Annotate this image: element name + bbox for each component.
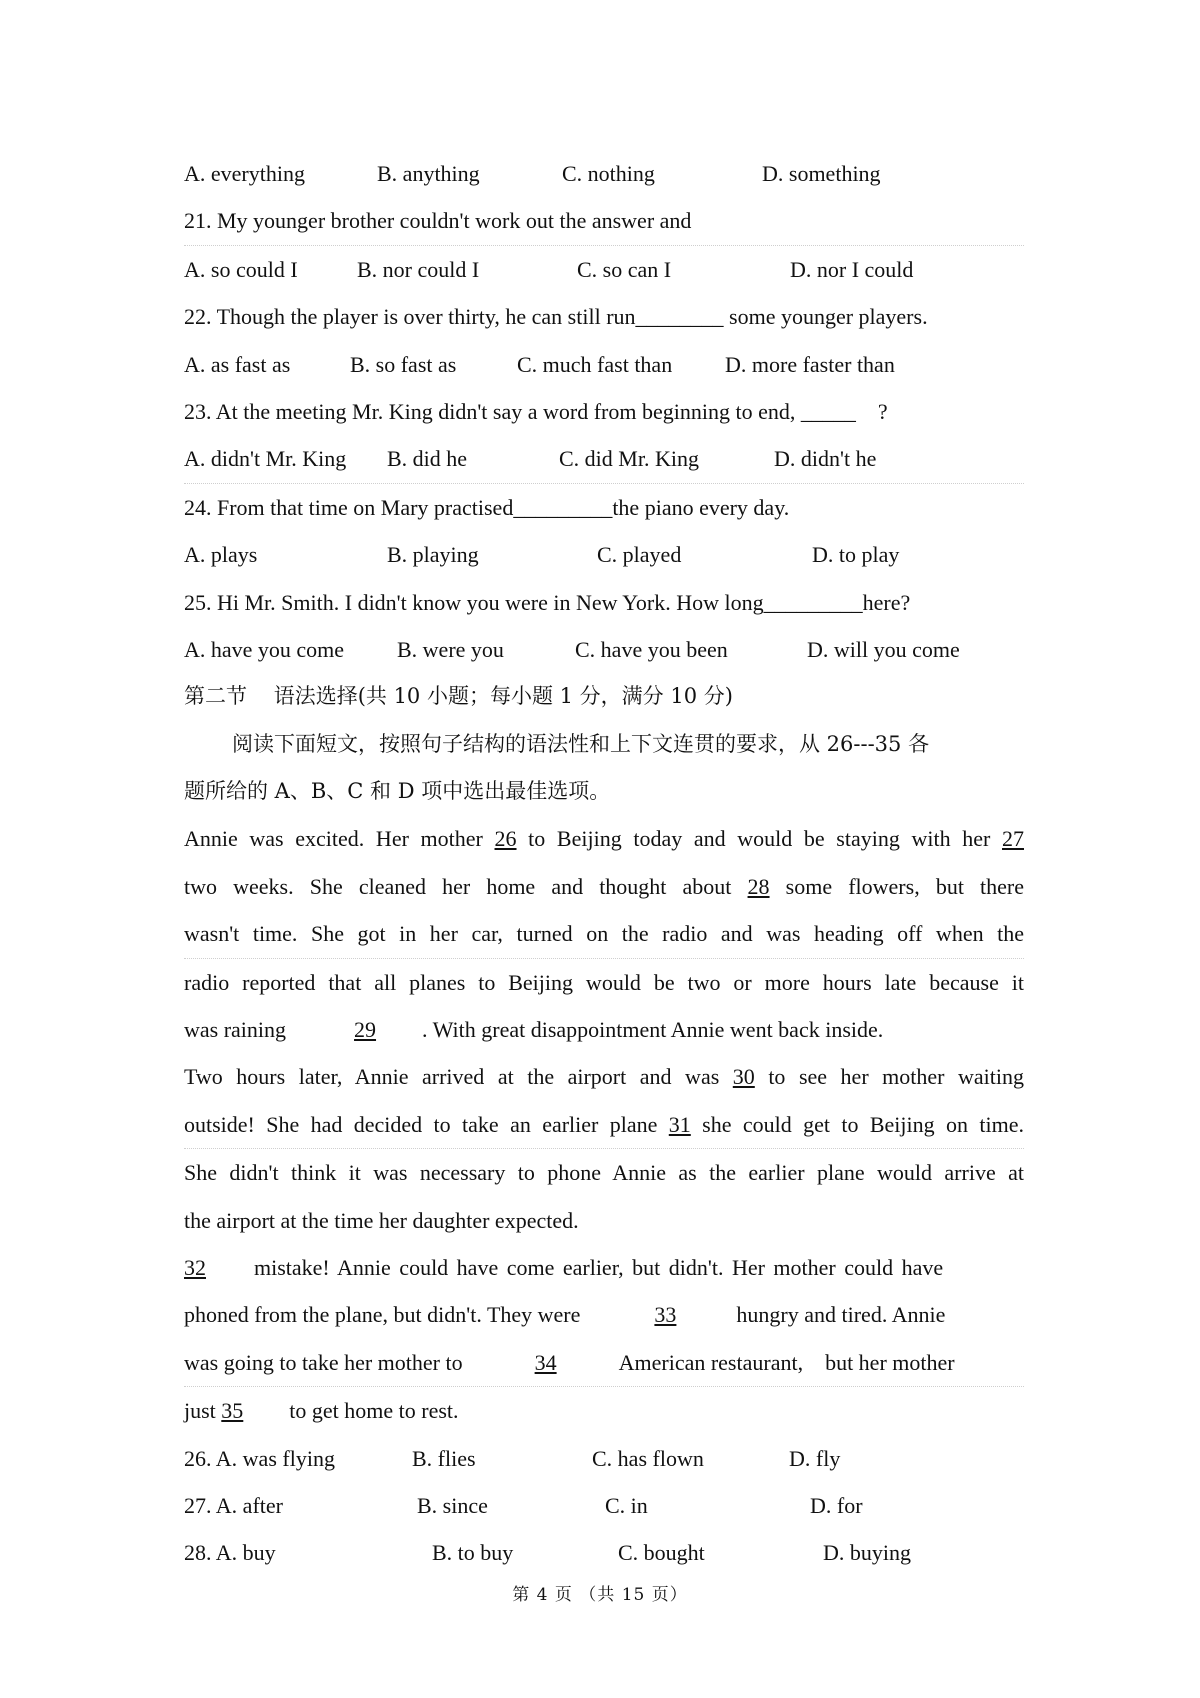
passage-text: to get home to rest. — [289, 1398, 459, 1424]
option-b: B. were you — [397, 636, 504, 662]
option-a: A. didn't Mr. King — [184, 446, 347, 472]
blank-35: 35 — [221, 1398, 244, 1424]
passage-text: she could get to Beijing on time. — [690, 1111, 1024, 1137]
option-c: C. did Mr. King — [559, 446, 699, 472]
passage-text: Annie was excited. Her mother — [184, 826, 495, 852]
option-a: A. everything — [184, 161, 305, 186]
option-b: B. flies — [412, 1445, 476, 1471]
option-d: D. something — [762, 161, 881, 186]
option-b: B. anything — [377, 161, 480, 186]
passage-line — [184, 863, 1024, 910]
option-c: C. in — [605, 1492, 648, 1518]
passage-line: She didn't think it was necessary to phone Annie as the earlier plane would arrive at — [184, 1160, 1024, 1186]
q23-options — [184, 435, 1024, 483]
q20-options — [184, 150, 1024, 197]
option-d: D. buying — [823, 1540, 911, 1566]
passage-text: hungry and tired. Annie — [736, 1302, 946, 1328]
option-b: B. playing — [387, 542, 479, 568]
option-a: A. plays — [184, 542, 258, 568]
passage-text: mistake! Annie could have come earlier, but didn't. Her mother could have — [254, 1254, 944, 1280]
blank-30: 30 — [732, 1064, 755, 1090]
q27-options — [184, 1482, 1024, 1529]
passage-line — [184, 1291, 1024, 1338]
option-a: A. as fast as — [184, 351, 291, 377]
page-footer: 第 4 页 （共 15 页） — [512, 1585, 688, 1605]
q26-options — [184, 1435, 1024, 1482]
blank-26: 26 — [494, 826, 517, 852]
option-b: B. did he — [387, 446, 468, 472]
section-title: 第二节 语法选择(共 10 小题；每小题 1 分，满分 10 分) — [184, 684, 733, 709]
option-c: C. has flown — [592, 1445, 704, 1471]
option-a: 28. A. buy — [184, 1540, 276, 1566]
passage-text: to see her mother waiting — [754, 1064, 1024, 1090]
q21-options — [184, 246, 1024, 293]
option-d: D. will you come — [807, 636, 960, 662]
q21-stem: 21. My younger brother couldn't work out the answer and — [184, 197, 1024, 245]
option-b: B. to buy — [432, 1540, 514, 1566]
passage-line — [184, 1339, 1024, 1387]
passage-text: some flowers, but there — [769, 873, 1025, 899]
option-b: B. since — [417, 1492, 488, 1518]
page-content — [184, 150, 1024, 1577]
q22-options — [184, 341, 1024, 388]
passage-line: the airport at the time her daughter expected. — [184, 1207, 579, 1233]
blank-33: 33 — [654, 1302, 677, 1328]
option-c: C. so can I — [577, 256, 672, 282]
option-a: 26. A. was flying — [184, 1445, 335, 1471]
option-d: D. to play — [812, 542, 900, 568]
q25-options — [184, 626, 1024, 673]
passage-line: wasn't time. She got in her car, turned on the radio and was heading off when the — [184, 910, 1024, 958]
option-d: D. nor I could — [790, 256, 914, 282]
passage-text: phoned from the plane, but didn't. They were — [184, 1302, 581, 1328]
option-c: C. bought — [618, 1540, 705, 1566]
passage-text: American restaurant, but her mother — [618, 1349, 955, 1375]
option-b: B. so fast as — [350, 351, 457, 377]
blank-31: 31 — [668, 1111, 691, 1137]
option-d: D. fly — [789, 1445, 841, 1471]
option-a: A. have you come — [184, 636, 345, 662]
option-c: C. played — [597, 542, 682, 568]
q28-options — [184, 1529, 1024, 1576]
blank-34: 34 — [534, 1349, 557, 1375]
q24-stem: 24. From that time on Mary practised_________the piano every day. — [184, 494, 790, 520]
option-d: D. more faster than — [725, 351, 895, 377]
passage-text: was raining — [184, 1017, 287, 1043]
passage-text: just — [184, 1398, 222, 1424]
q24-options — [184, 531, 1024, 578]
q25-stem: 25. Hi Mr. Smith. I didn't know you were in New York. How long_________here? — [184, 589, 911, 615]
passage-text: was going to take her mother to — [184, 1349, 463, 1375]
q23-stem: 23. At the meeting Mr. King didn't say a word from beginning to end, _____ ? — [184, 398, 888, 424]
option-a: A. so could I — [184, 256, 298, 282]
section-instruction: 阅读下面短文，按照句子结构的语法性和上下文连贯的要求，从 26---35 各 — [232, 731, 930, 756]
passage-line — [184, 1053, 1024, 1100]
blank-28: 28 — [747, 873, 770, 899]
passage-text: two weeks. She cleaned her home and thought about — [184, 873, 748, 899]
option-d: D. for — [810, 1492, 863, 1518]
option-b: B. nor could I — [357, 256, 480, 282]
blank-29: 29 — [354, 1017, 377, 1043]
option-a: 27. A. after — [184, 1492, 283, 1518]
passage-line: radio reported that all planes to Beijing would be two or more hours late because it — [184, 969, 1024, 995]
passage-text: outside! She had decided to take an earlier plane — [184, 1111, 669, 1137]
passage-text: to Beijing today and would be staying with her — [516, 826, 1002, 852]
passage-line — [184, 815, 1024, 862]
passage-line — [184, 1101, 1024, 1149]
passage-line — [184, 1006, 1024, 1053]
blank-27: 27 — [1002, 826, 1024, 852]
option-d: D. didn't he — [774, 446, 877, 472]
option-c: C. nothing — [562, 161, 655, 186]
passage-text: Two hours later, Annie arrived at the airport and was — [184, 1064, 733, 1090]
q22-stem: 22. Though the player is over thirty, he can still run________ some younger players. — [184, 304, 928, 330]
passage-line — [184, 1387, 1024, 1434]
passage-line — [184, 1244, 1024, 1291]
section-instruction-cont: 题所给的 A、B、C 和 D 项中选出最佳选项。 — [184, 779, 611, 804]
passage-text: . With great disappointment Annie went back inside. — [422, 1017, 884, 1043]
blank-32: 32 — [184, 1254, 206, 1280]
option-c: C. much fast than — [517, 351, 673, 377]
option-c: C. have you been — [575, 636, 728, 662]
